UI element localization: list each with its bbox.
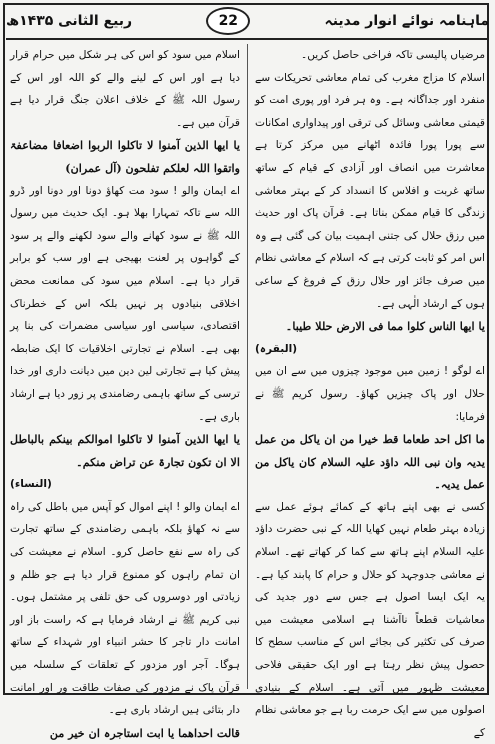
arabic-quote: ما اکل احد طعاما قط خیرا من ان یاکل من عمل یدیہ وان نبی اللہ داؤد علیہ السلام کان یاکل من عمل یدیہ۔ [255,432,485,492]
paragraph: اسلام کا مزاج مغرب کی تمام معاشی تحریکات سے منفرد اور جداگانہ ہے۔ وہ ہر فرد اور پوری امت کو قیمتی معاشی وسائل کی ترقی اور پیداواری امکانات سے پورا پورا فائدہ اٹھانے میں مرکز کرتا ہے معاشرت میں انصاف اور آزادی کے قیام کے ساتھ ساتھ غربت و افلاس کا انسداد کر کے بہتر معاشی زندگی کا قیام ممکن بناتا ہے۔ قرآن پاک اور حدیث میں رزق حلال کی جتنی اہمیت بیان کی گئی ہے وہ اس امر کو ثابت کرتی ہے کہ اسلام کے معاشی نظام میں صرف جائز اور حلال رزق کے فروغ کے ساعی ہوں کے ارشاد الٰہی ہے۔ [255,71,485,310]
paragraph: اے ایمان والو ! سود مت کھاؤ دونا اور دونا اور ڈرو اللہ سے تاکہ تمہارا بھلا ہو۔ ایک حدیث میں رسول اللہ ﷺ نے سود کھانے والے سود لکھنے والے پر سود کے گواہوں پر لعنت بھیجی ہے اور سب کو برابر قرار دیا ہے۔ اسلام میں سود کی ممانعت محض اخلاقی بنیادوں پر نہیں بلکہ اس کے خطرناک اقتصادی، سیاسی اور سیاسی مضمرات کی بنا پر بھی ہے۔ اسلام نے تجارتی اخلاقیات کا ایک ضابطہ پیش کیا ہے تجارتی لین دین میں دیانت داری اور خدا ترسی کے ساتھ باہمی رضامندی پر زور دیا ہے ارشاد باری ہے۔ [10,184,240,423]
page-header [6,6,489,36]
paragraph: اے لوگو ! زمین میں موجود چیزوں میں سے ان میں حلال اور پاک چیزیں کھاؤ۔ رسول کریم ﷺ نے فرمایا: [255,365,485,423]
header-rule [6,38,489,40]
column-divider [247,44,248,689]
right-column [255,44,485,739]
arabic-quote: قالت احداھما یا ابت استاجرہ ان خیر من [49,725,240,740]
left-column [10,44,240,740]
quote-reference: (البقرہ) [255,342,298,355]
arabic-quote: یا ایھا الذین آمنوا لا تاکلوا الربوا اضعافا مضاعفۃ واتقوا اللہ لعلکم تفلحون (آل عمران) [10,138,240,175]
quote-reference: (النساء) [10,478,52,491]
arabic-quote: یا ایھا الناس کلوا مما فی الارض حللا طیبا۔ [285,319,485,334]
magazine-title: ماہنامہ نوائے انوار مدینہ [324,13,489,29]
arabic-quote: یا ایھا الذین آمنوا لا تاکلوا اموالکم بینکم بالباطل الا ان تکون تجارۃ عن تراض منکم۔ [10,432,240,469]
paragraph: مرضیاں پالیسی تاکہ فراخی حاصل کریں۔ [301,49,485,61]
issue-month-year: ربیع الثانی ۱۴۳۵ھ [6,13,133,29]
paragraph: اسلام میں سود کو اس کی ہر شکل میں حرام قرار دیا ہے اور اس کے لینے والے کو اللہ اور اس کے رسول اللہ ﷺ کے خلاف اعلان جنگ قرار دیا ہے قرآن میں ہے۔ [10,49,240,129]
paragraph: اے ایمان والو ! اپنے اموال کو آپس میں باطل کی راہ سے نہ کھاؤ بلکہ باہمی رضامندی کے ساتھ تجارت کی راہ سے نفع حاصل کرو۔ اسلام نے معیشت کی ان تمام راہوں کو ممنوع قرار دیا ہے جو ظلم و زیادتی اور دوسروں کی حق تلفی پر مشتمل ہوں۔ نبی کریم ﷺ نے ارشاد فرمایا ہے کہ راست باز اور امانت دار تاجر کا حشر انبیاء اور شہداء کے ساتھ ہوگا۔ آجر اور مزدور کے تعلقات کے سلسلہ میں قرآن پاک نے مزدور کی صفات طاقت ور اور امانت دار بتائی ہیں ارشاد باری ہے۔ [10,500,240,717]
paragraph: کسی نے بھی اپنے ہاتھ کے کمائے ہوئے عمل سے زیادہ بہتر طعام نہیں کھایا اللہ کے نبی حضرت داؤد علیہ السلام اپنے ہاتھ سے کما کر کھاتے تھے۔ اسلام نے معاشی جدوجہد کو حلال و حرام کا پابند کیا ہے۔ یہ ایک ایسا اصول ہے جس سے دور جدید کی معاشیات قطعاً ناآشنا ہے اسلامی معیشت میں صرف کی تکثیر کی بجائے اس کے مناسب سطح کا حصول پیش نظر رہتا ہے اور ایک حقیقی فلاحی معیشت ظہور میں آتی ہے۔ اسلام کے بنیادی اصولوں میں سے ایک حرمت ربا ہے جو معاشی نظام کے [255,500,485,739]
page-number: 22 [206,7,250,35]
